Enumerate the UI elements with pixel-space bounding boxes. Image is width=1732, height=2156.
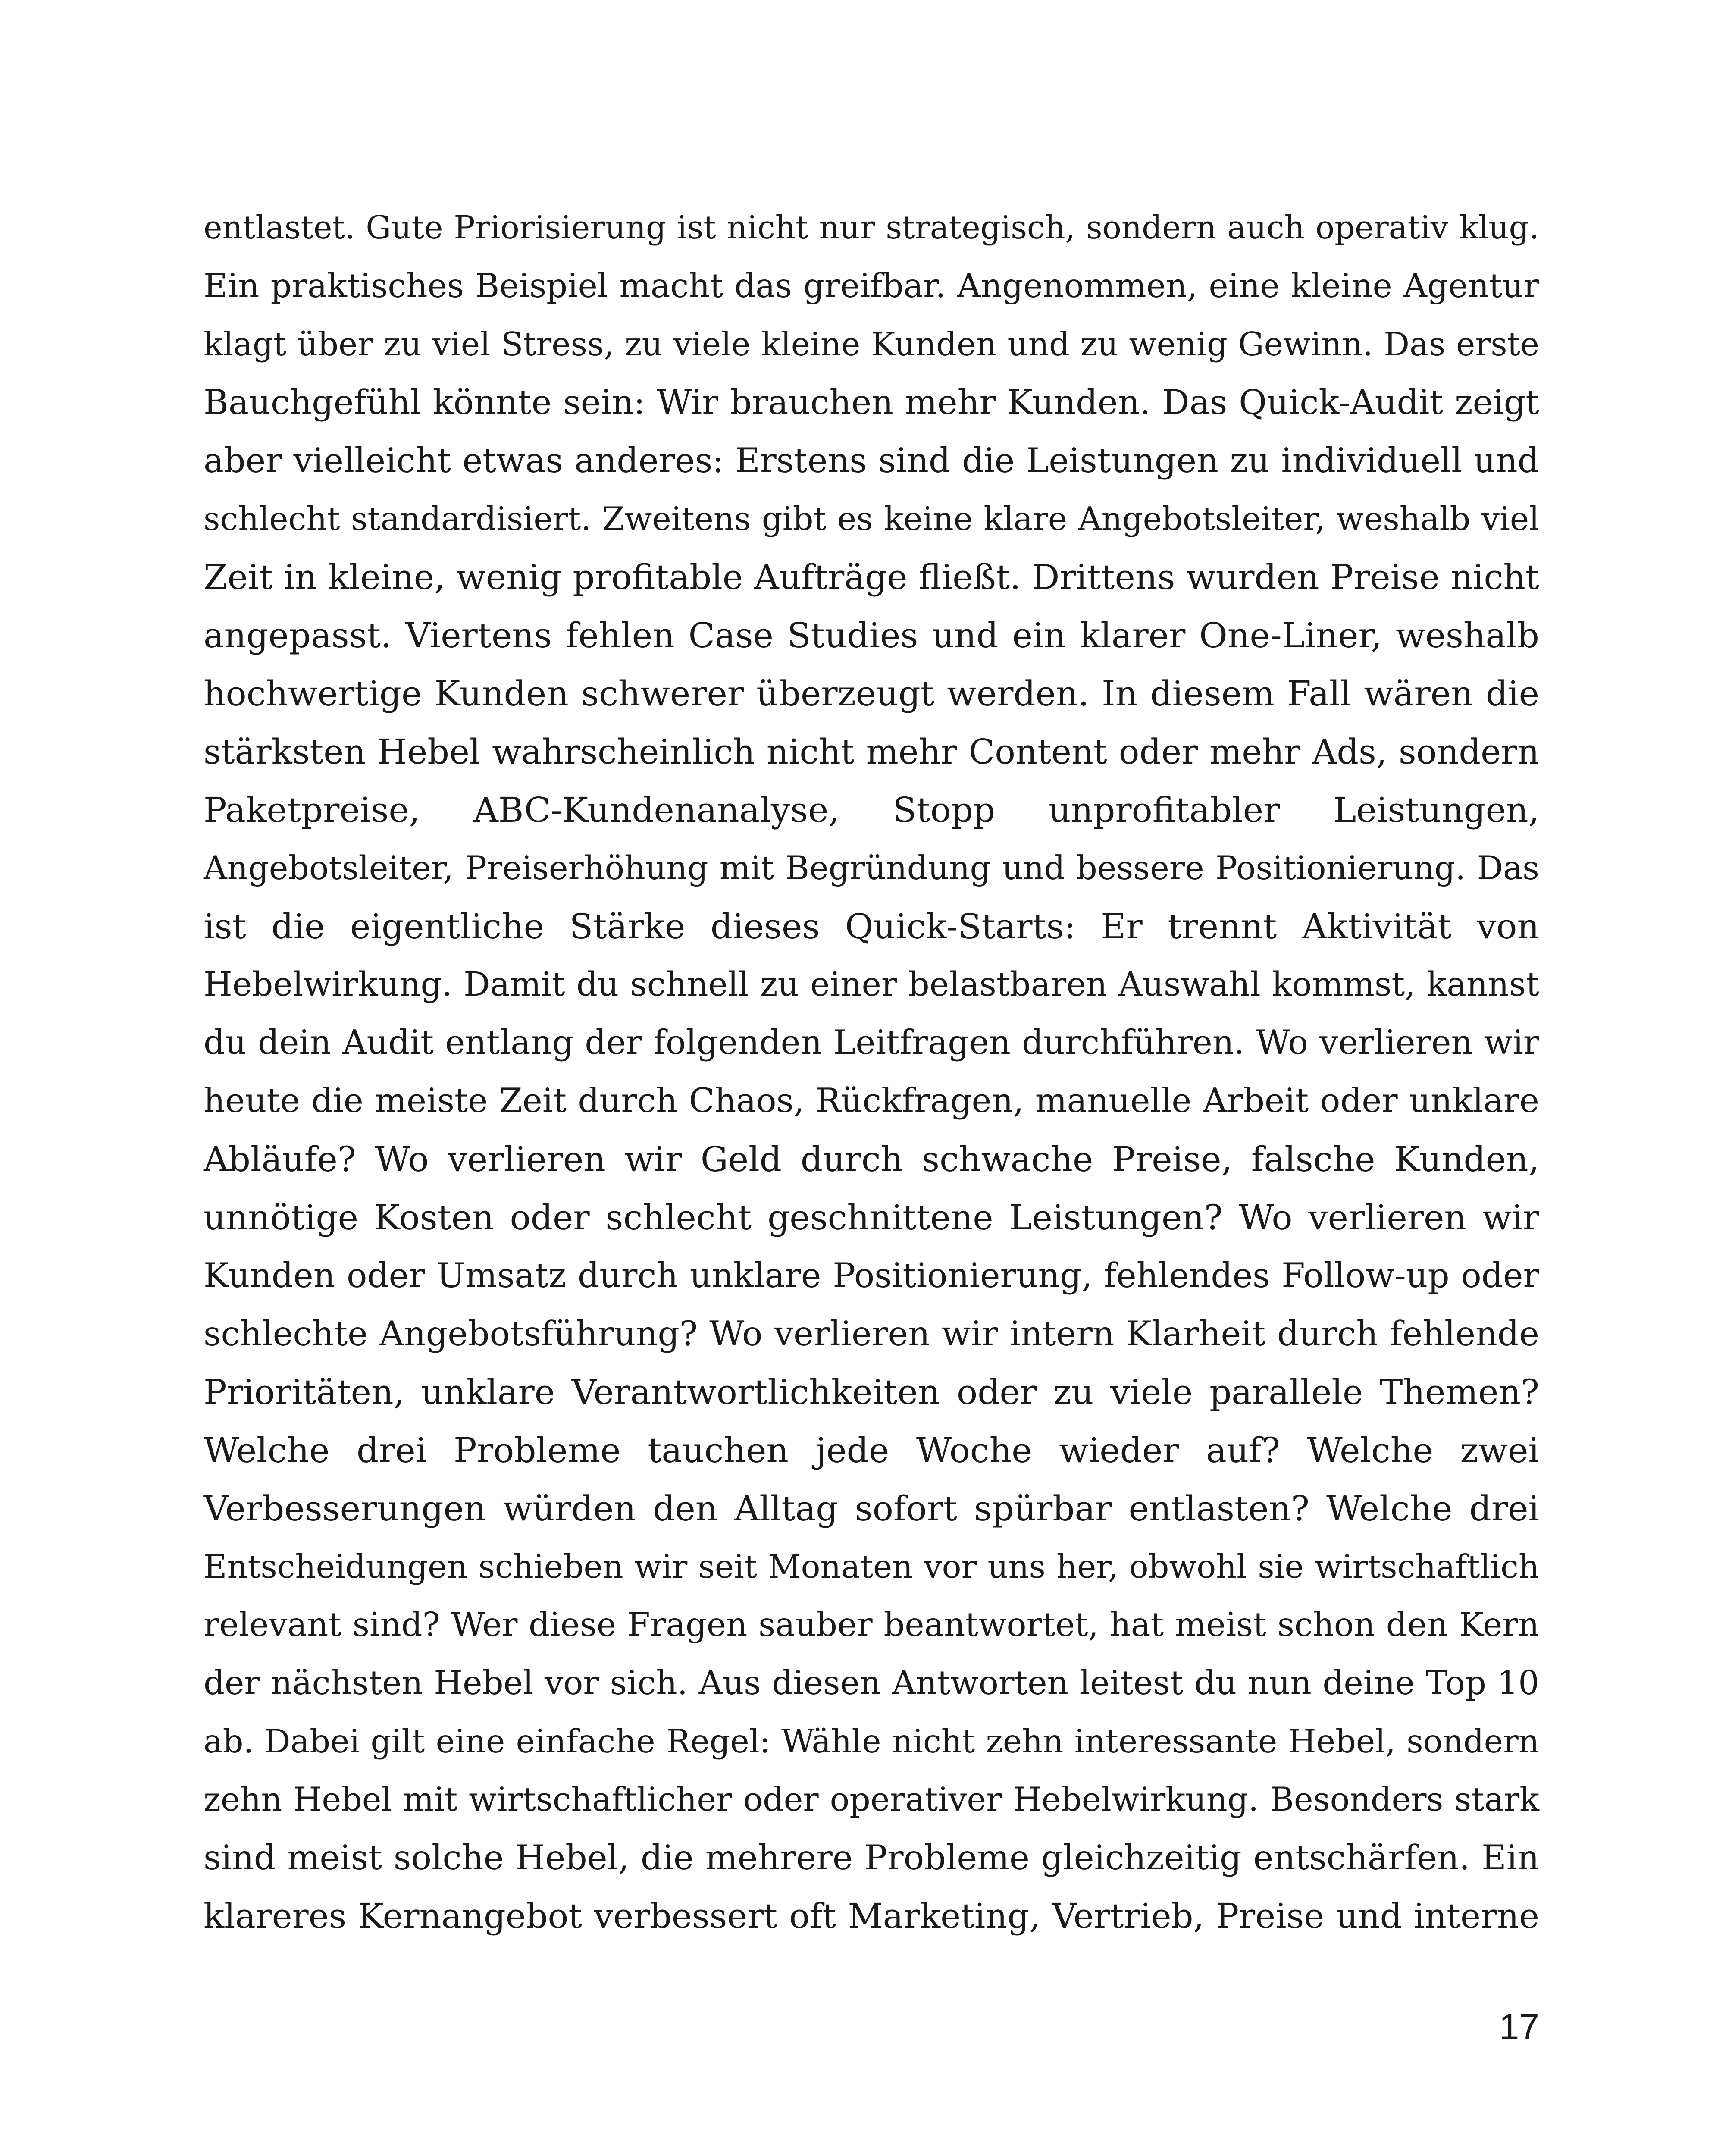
text-line: entlastet. Gute Priorisierung ist nicht nur strategisch, sondern auch operativ klug. xyxy=(204,210,1539,246)
text-line: klagt über zu viel Stress, zu viele kleine Kunden und zu wenig Gewinn. Das erste xyxy=(204,326,1539,363)
page-number: 17 xyxy=(1499,2006,1539,2047)
text-line: Zeit in kleine, wenig profitable Aufträge fließt. Drittens wurden Preise nicht xyxy=(204,557,1539,597)
text-line: heute die meiste Zeit durch Chaos, Rückfragen, manuelle Arbeit oder unklare xyxy=(204,1081,1539,1120)
text-line: Ein praktisches Beispiel macht das greifbar. Angenommen, eine kleine Agentur xyxy=(204,267,1539,305)
text-line: aber vielleicht etwas anderes: Erstens sind die Leistungen zu individuell und xyxy=(204,441,1539,480)
text-line: ab. Dabei gilt eine einfache Regel: Wähle nicht zehn interessante Hebel, sondern xyxy=(204,1723,1539,1760)
text-line: schlechte Angebotsführung? Wo verlieren wir intern Klarheit durch fehlende xyxy=(204,1314,1539,1354)
text-line: Bauchgefühl könnte sein: Wir brauchen mehr Kunden. Das Quick-Audit zeigt xyxy=(204,382,1539,422)
text-line: Entscheidungen schieben wir seit Monaten vor uns her, obwohl sie wirtschaftlich xyxy=(204,1548,1539,1586)
text-line: ist die eigentliche Stärke dieses Quick-Starts: Er trennt Aktivität von xyxy=(204,906,1539,946)
text-line: Angebotsleiter, Preiserhöhung mit Begründung und bessere Positionierung. Das xyxy=(204,849,1539,887)
text-line: stärksten Hebel wahrscheinlich nicht mehr Content oder mehr Ads, sondern xyxy=(204,732,1539,772)
text-line: du dein Audit entlang der folgenden Leitfragen durchführen. Wo verlieren wir xyxy=(204,1023,1539,1062)
text-line: Hebelwirkung. Damit du schnell zu einer belastbaren Auswahl kommst, kannst xyxy=(204,965,1539,1004)
text-line: Kunden oder Umsatz durch unklare Positionierung, fehlendes Follow-up oder xyxy=(204,1256,1539,1295)
body-paragraph xyxy=(204,199,1539,1945)
text-line: relevant sind? Wer diese Fragen sauber beantwortet, hat meist schon den Kern xyxy=(204,1606,1539,1644)
text-line: Paketpreise, ABC-Kundenanalyse, Stopp unprofitabler Leistungen, xyxy=(204,790,1539,830)
text-line: zehn Hebel mit wirtschaftlicher oder operativer Hebelwirkung. Besonders stark xyxy=(204,1780,1539,1818)
text-line: sind meist solche Hebel, die mehrere Probleme gleichzeitig entschärfen. Ein xyxy=(204,1838,1539,1877)
text-line: der nächsten Hebel vor sich. Aus diesen Antworten leitest du nun deine Top 10 xyxy=(204,1664,1539,1702)
text-line: unnötige Kosten oder schlecht geschnittene Leistungen? Wo verlieren wir xyxy=(204,1197,1539,1238)
text-line: hochwertige Kunden schwerer überzeugt werden. In diesem Fall wären die xyxy=(204,674,1539,714)
text-line: Prioritäten, unklare Verantwortlichkeiten oder zu viele parallele Themen? xyxy=(204,1372,1539,1412)
text-line: angepasst. Viertens fehlen Case Studies und ein klarer One-Liner, weshalb xyxy=(204,615,1539,655)
text-line: Abläufe? Wo verlieren wir Geld durch schwache Preise, falsche Kunden, xyxy=(204,1139,1539,1179)
text-line: klareres Kernangebot verbessert oft Marketing, Vertrieb, Preise und interne xyxy=(204,1896,1539,1936)
text-line: Verbesserungen würden den Alltag sofort spürbar entlasten? Welche drei xyxy=(204,1489,1539,1529)
text-line: schlecht standardisiert. Zweitens gibt es keine klare Angebotsleiter, weshalb viel xyxy=(204,500,1539,538)
text-line: Welche drei Probleme tauchen jede Woche wieder auf? Welche zwei xyxy=(204,1430,1539,1470)
